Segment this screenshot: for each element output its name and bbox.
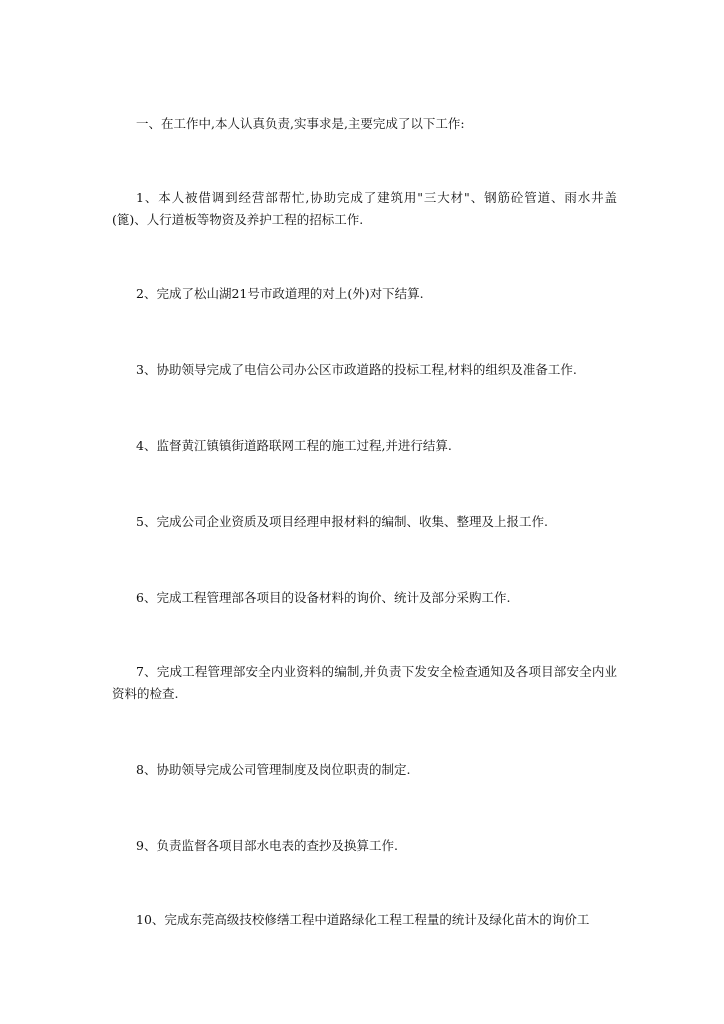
paragraph-intro: 一、在工作中,本人认真负责,实事求是,主要完成了以下工作:: [136, 116, 465, 131]
paragraph-item-8: 8、协助领导完成公司管理制度及岗位职责的制定.: [136, 762, 411, 777]
paragraph-item-10: 10、完成东莞高级技校修缮工程中道路绿化工程工程量的统计及绿化苗木的询价工: [136, 912, 590, 927]
paragraph-item-1: 1、本人被借调到经营部帮忙,协助完成了建筑用"三大材"、钢筋砼管道、雨水井盖(篦)、人行道板等物资及养护工程的招标工作.: [112, 190, 617, 227]
paragraph-item-6: 6、完成工程管理部各项目的设备材料的询价、统计及部分采购工作.: [136, 590, 511, 605]
paragraph-item-3: 3、协助领导完成了电信公司办公区市政道路的投标工程,材料的组织及准备工作.: [136, 362, 577, 377]
paragraph-item-4: 4、监督黄江镇镇街道路联网工程的施工过程,并进行结算.: [136, 438, 452, 453]
paragraph-item-2: 2、完成了松山湖21号市政道理的对上(外)对下结算.: [136, 286, 424, 301]
paragraph-item-9: 9、负责监督各项目部水电表的查抄及换算工作.: [136, 838, 398, 853]
paragraph-item-5: 5、完成公司企业资质及项目经理申报材料的编制、收集、整理及上报工作.: [136, 514, 548, 529]
paragraph-item-7: 7、完成工程管理部安全内业资料的编制,并负责下发安全检查通知及各项目部安全内业资料的检查.: [112, 664, 617, 701]
